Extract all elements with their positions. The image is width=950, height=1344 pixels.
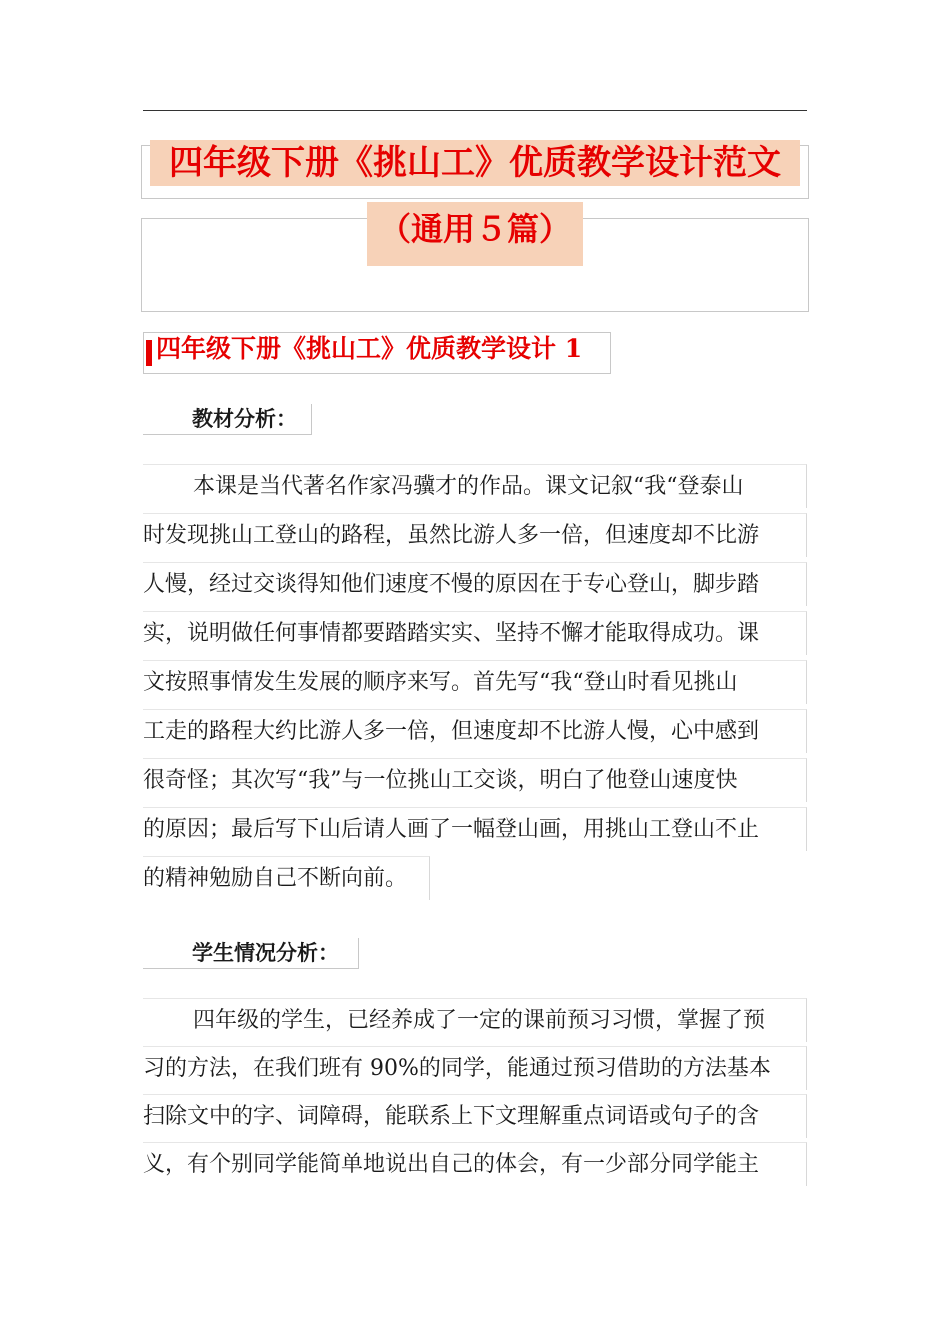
- paragraph1-line: 人慢，经过交谈得知他们速度不慢的原因在于专心登山，脚步踏: [143, 562, 807, 606]
- paragraph1-line: 工走的路程大约比游人多一倍，但速度却不比游人慢，心中感到: [143, 709, 807, 753]
- subheading-textbook-analysis: 教材分析：: [192, 407, 297, 431]
- paragraph1-line: 很奇怪；其次写“我”与一位挑山工交谈，明白了他登山速度快: [143, 758, 807, 802]
- paragraph2-line: 义，有个别同学能简单地说出自己的体会，有一少部分同学能主: [143, 1142, 807, 1186]
- document-title-line-1: 四年级下册《挑山工》优质教学设计范文: [150, 140, 800, 186]
- paragraph2-line: 四年级的学生，已经养成了一定的课前预习习惯，掌握了预: [143, 998, 807, 1042]
- paragraph1-line: 实，说明做任何事情都要踏踏实实、坚持不懈才能取得成功。课: [143, 611, 807, 655]
- section-title: 四年级下册《挑山工》优质教学设计 1: [156, 334, 583, 363]
- document-title-line-2: （通用５篇）: [367, 202, 583, 266]
- top-rule: [143, 110, 807, 111]
- paragraph2-line: 习的方法，在我们班有 90%的同学，能通过预习借助的方法基本: [143, 1046, 807, 1090]
- paragraph1-line: 文按照事情发生发展的顺序来写。首先写“我“登山时看见挑山: [143, 660, 807, 704]
- paragraph1-line: 的原因；最后写下山后请人画了一幅登山画，用挑山工登山不止: [143, 807, 807, 851]
- paragraph1-line: 时发现挑山工登山的路程，虽然比游人多一倍，但速度却不比游: [143, 513, 807, 557]
- paragraph2-line: 扫除文中的字、词障碍，能联系上下文理解重点词语或句子的含: [143, 1094, 807, 1138]
- paragraph1-line: 本课是当代著名作家冯骥才的作品。课文记叙“我“登泰山: [143, 464, 807, 508]
- subheading-student-analysis: 学生情况分析：: [192, 941, 339, 965]
- paragraph1-line: 的精神勉励自己不断向前。: [143, 856, 430, 900]
- section-marker: [146, 340, 152, 366]
